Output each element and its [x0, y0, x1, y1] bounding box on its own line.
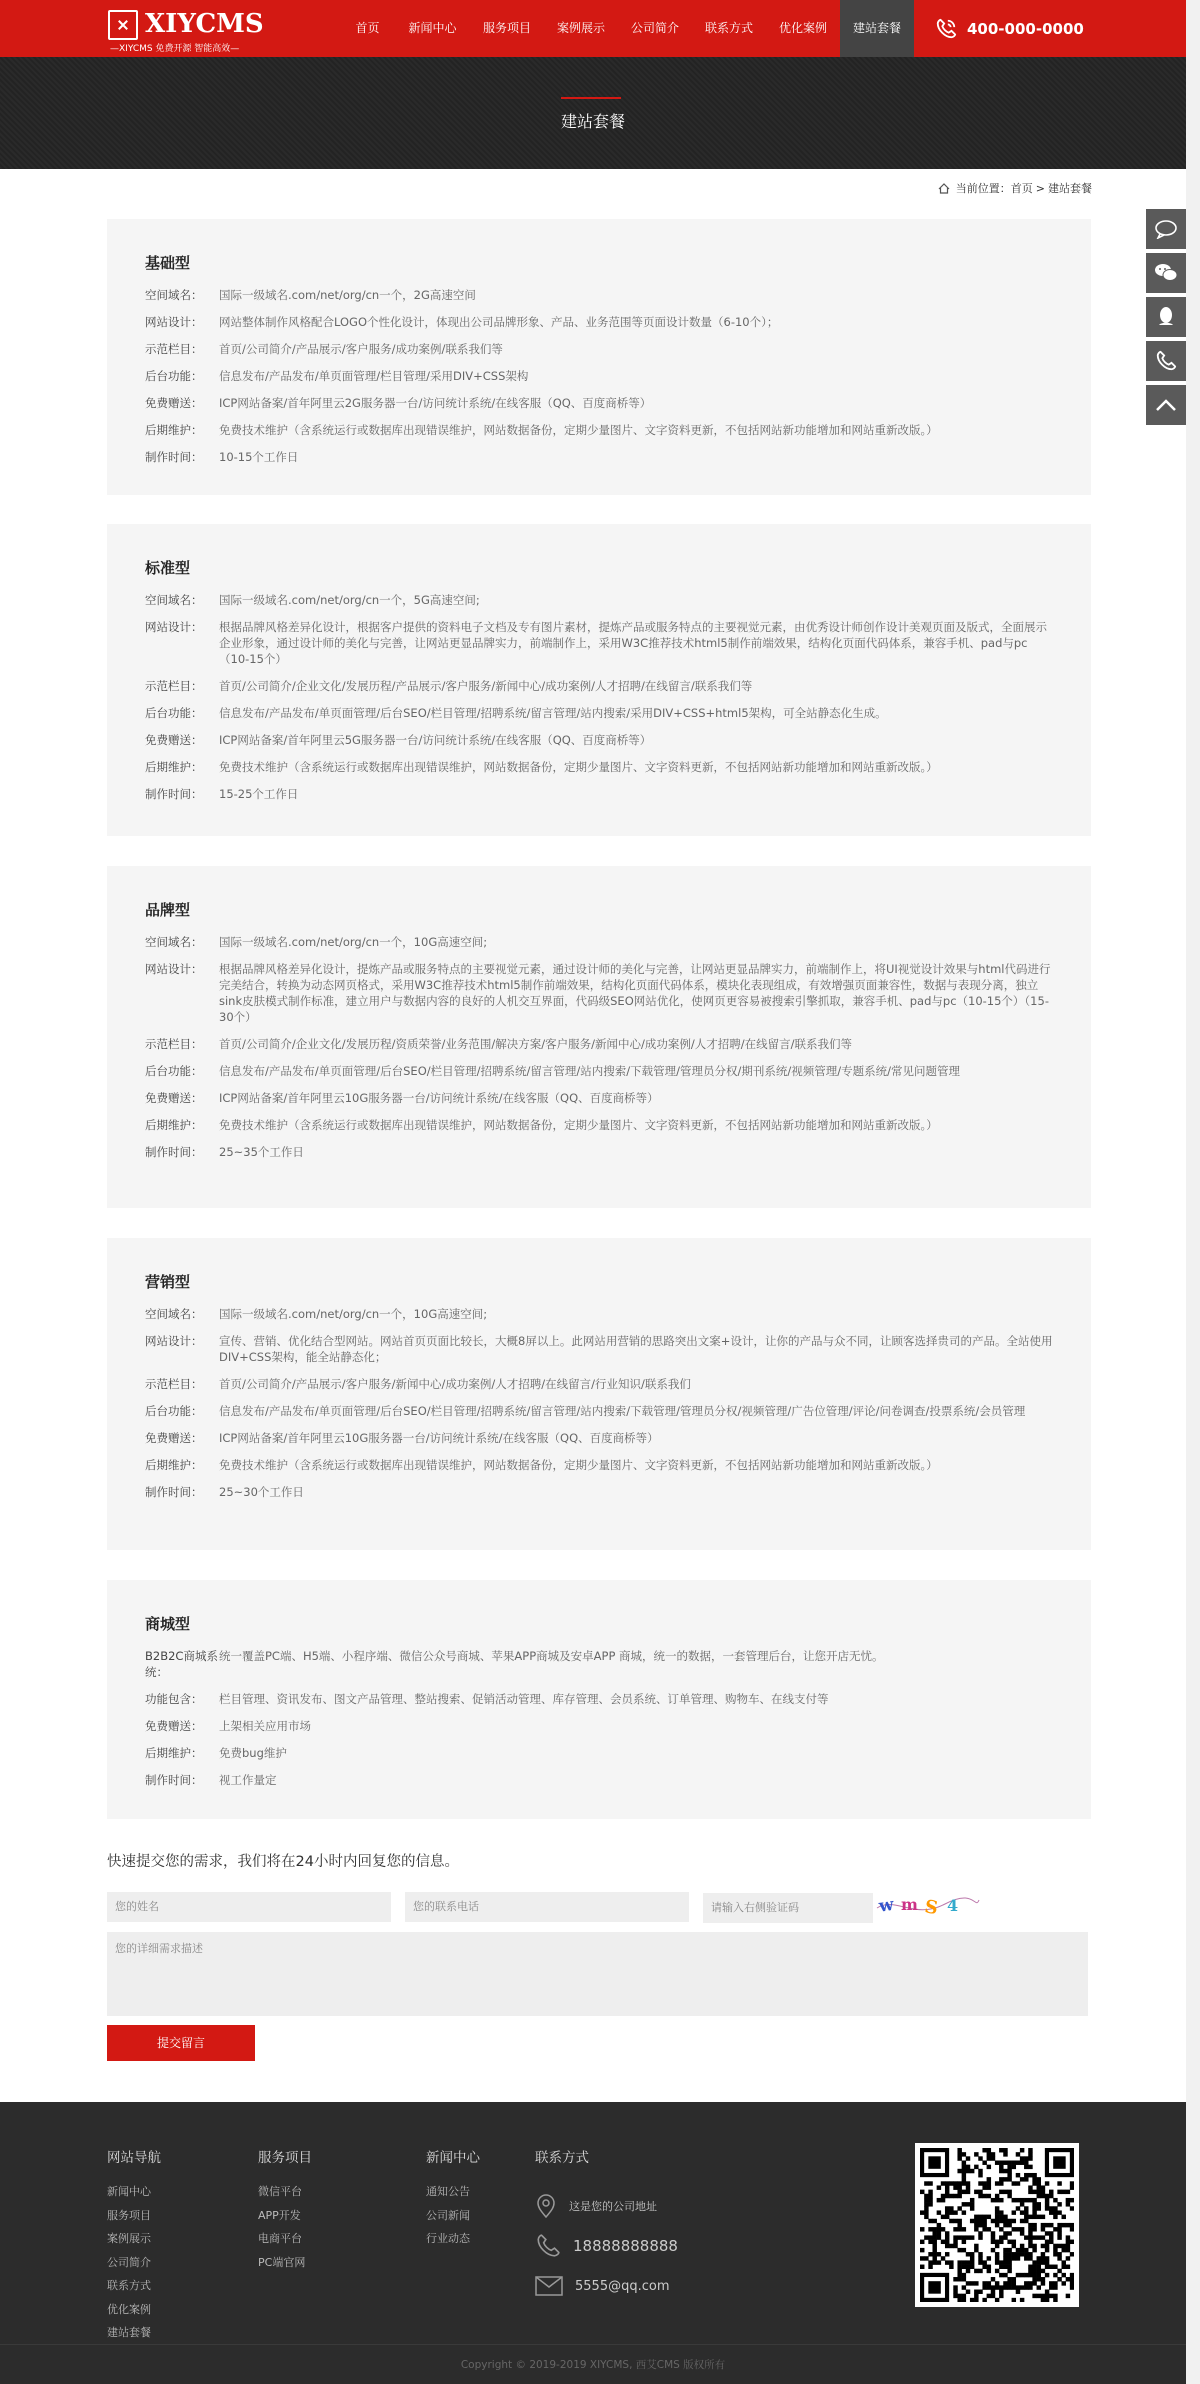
footer-col-title: 联系方式 — [535, 2150, 589, 2166]
phone-icon — [1155, 350, 1177, 372]
row-label: 网站设计： — [145, 315, 203, 329]
contact-phone-text: 18888888888 — [573, 2237, 678, 2255]
row-label: 制作时间： — [145, 450, 203, 464]
svg-text:w: w — [877, 1894, 895, 1917]
contact-address-text: 这是您的公司地址 — [569, 2200, 657, 2213]
package-row — [145, 1457, 1053, 1473]
package-row — [145, 786, 1053, 802]
row-label: 示范栏目： — [145, 679, 203, 693]
package-row — [145, 1745, 1053, 1761]
form-title: 快速提交您的需求，我们将在24小时内回复您的信息。 — [107, 1854, 459, 1870]
nav-item-about[interactable]: 公司简介 — [630, 21, 679, 35]
row-value: 栏目管理、资讯发布、图文产品管理、整站搜索、促销活动管理、库存管理、会员系统、订单管理、购物车、在线支付等 — [219, 1692, 829, 1706]
footer-link[interactable]: 通知公告 — [426, 2185, 470, 2198]
row-value: 免费技术维护（含系统运行或数据库出现错误维护，网站数据备份，定期少量图片、文字资料更新，不包括网站新功能增加和网站重新改版。） — [219, 1458, 938, 1472]
row-value: 根据品牌风格差异化设计，提炼产品或服务特点的主要视觉元素，通过设计师的美化与完善，让网站更显品牌实力，前端制作上，将UI视觉设计效果与html代码进行完美结合，转换为动态网页格式，采用W3C推荐技术html5制作前端效果，结构化页面代码体系，模块化表现组成，有效增强页面兼容性，数据与表现分离，独立sink皮肤模式制作标准，建立用户与数据内容的良好的人机交互界面，代码级SEO网站优化，使网页更容易被搜索引擎抓取，兼容手机、pad与pc（10-15个）（15-30个） — [219, 962, 1051, 1024]
package-card-mall — [107, 1580, 1091, 1819]
package-row — [145, 368, 1053, 384]
phone-number: 400-000-0000 — [967, 19, 1084, 38]
qq-icon — [1156, 305, 1176, 329]
footer-link[interactable]: 公司简介 — [107, 2255, 151, 2269]
qr-code — [915, 2143, 1079, 2307]
row-label: 免费赠送： — [145, 733, 203, 747]
package-row — [145, 1144, 1053, 1160]
phone-input[interactable]: 您的联系电话 — [405, 1892, 689, 1922]
row-value: 10-15个工作日 — [219, 450, 299, 464]
side-wechat-button[interactable] — [1146, 253, 1186, 293]
page-scrollbar[interactable] — [1186, 0, 1200, 2384]
row-label: 免费赠送： — [145, 1719, 203, 1733]
side-phone-button[interactable] — [1146, 341, 1186, 381]
nav-item-home[interactable]: 首页 — [355, 21, 380, 35]
row-label: 后期维护： — [145, 1118, 203, 1132]
side-qq-button[interactable] — [1146, 297, 1186, 337]
wechat-icon — [1153, 262, 1179, 284]
row-label: 网站设计： — [145, 1334, 203, 1348]
logo-mark-icon — [108, 10, 138, 40]
row-label: 后期维护： — [145, 1458, 203, 1472]
package-row — [145, 759, 1053, 775]
row-value: 国际一级域名.com/net/org/cn一个，5G高速空间; — [219, 593, 480, 607]
row-label: 示范栏目： — [145, 1037, 203, 1051]
package-row — [145, 961, 1053, 1025]
row-value: 网站整体制作风格配合LOGO个性化设计，体现出公司品牌形象、产品、业务范围等页面设计数量（6-10个）； — [219, 315, 779, 329]
package-row — [145, 1718, 1053, 1734]
row-value: 首页/公司简介/产品展示/客户服务/新闻中心/成功案例/人才招聘/在线留言/行业知识/联系我们 — [219, 1377, 691, 1391]
row-value: 免费技术维护（含系统运行或数据库出现错误维护，网站数据备份，定期少量图片、文字资料更新，不包括网站新功能增加和网站重新改版。） — [219, 1118, 938, 1132]
row-label: 制作时间： — [145, 1773, 203, 1787]
contact-email-text: 5555@qq.com — [575, 2278, 670, 2294]
footer-link[interactable]: 优化案例 — [107, 2302, 151, 2316]
nav-item-contact[interactable]: 联系方式 — [704, 21, 753, 35]
svg-text:S: S — [922, 1896, 940, 1920]
row-label: 空间域名： — [145, 1307, 203, 1321]
row-value: 首页/公司简介/企业文化/发展历程/产品展示/客户服务/新闻中心/成功案例/人才招聘/在线留言/联系我们等 — [219, 679, 753, 693]
footer-col-title: 新闻中心 — [426, 2150, 480, 2166]
row-value: 宣传、营销、优化结合型网站。网站首页页面比较长，大概8屏以上。此网站用营销的思路突出文案+设计，让你的产品与众不同，让顾客选择贵司的产品。全站使用DIV+CSS架构，能全站静态化； — [219, 1334, 1053, 1364]
nav-item-seo-cases[interactable]: 优化案例 — [778, 21, 827, 35]
package-title: 基础型 — [145, 254, 191, 272]
nav-item-cases[interactable]: 案例展示 — [556, 21, 605, 35]
logo-slogan: —XIYCMS 免费开源 智能高效— — [110, 44, 240, 54]
site-header — [0, 0, 1186, 57]
row-label: 制作时间： — [145, 1485, 203, 1499]
breadcrumb-home[interactable]: 首页 — [1010, 182, 1033, 195]
package-row — [145, 395, 1053, 411]
row-value: 国际一级域名.com/net/org/cn一个，10G高速空间; — [219, 1307, 488, 1321]
footer-link[interactable]: 新闻中心 — [107, 2185, 151, 2198]
row-label: 免费赠送： — [145, 1431, 203, 1445]
side-chat-button[interactable] — [1146, 209, 1186, 249]
footer-contact — [535, 2146, 678, 2306]
row-value: 信息发布/产品发布/单页面管理/后台SEO/栏目管理/招聘系统/留言管理/站内搜索/下载管理/管理员分权/视频管理/广告位管理/评论/问卷调查/投票系统/会员管理 — [219, 1404, 1026, 1418]
breadcrumb-current: 建站套餐 — [1048, 182, 1092, 195]
package-row — [145, 1403, 1053, 1419]
location-icon — [535, 2193, 557, 2219]
site-logo[interactable] — [108, 8, 278, 52]
row-value: 首页/公司简介/企业文化/发展历程/资质荣誉/业务范围/解决方案/客户服务/新闻中心/成功案例/人才招聘/在线留言/联系我们等 — [219, 1037, 852, 1051]
row-label: 示范栏目： — [145, 342, 203, 356]
footer-link[interactable]: 案例展示 — [107, 2232, 151, 2245]
row-label: 网站设计： — [145, 620, 203, 634]
svg-text:4: 4 — [947, 1896, 959, 1915]
home-icon — [938, 183, 950, 194]
footer-col-news — [426, 2146, 480, 2251]
breadcrumb-separator: > — [1035, 181, 1045, 195]
mail-icon — [535, 2276, 563, 2296]
footer-link[interactable]: APP开发 — [258, 2208, 301, 2222]
footer-link[interactable]: 行业动态 — [426, 2232, 470, 2245]
package-card-standard — [107, 524, 1091, 836]
footer-link[interactable]: 建站套餐 — [107, 2326, 151, 2339]
row-label: 后台功能： — [145, 1064, 203, 1078]
row-value: 25~35个工作日 — [219, 1145, 304, 1159]
description-textarea[interactable]: 您的详细需求描述 — [107, 1932, 1088, 2016]
nav-item-packages[interactable]: 建站套餐 — [840, 0, 914, 57]
package-row — [145, 678, 1053, 694]
footer-col-nav — [107, 2146, 161, 2345]
row-label: 制作时间： — [145, 1145, 203, 1159]
row-label: 免费赠送： — [145, 1091, 203, 1105]
row-value: 上架相关应用市场 — [219, 1719, 311, 1733]
header-phone — [935, 0, 1084, 57]
package-title: 品牌型 — [145, 901, 191, 919]
chevron-up-icon — [1155, 398, 1177, 412]
package-row — [145, 1376, 1053, 1392]
row-value: 根据品牌风格差异化设计，根据客户提供的资料电子文档及专有图片素材，提炼产品或服务特点的主要视觉元素，由优秀设计师创作设计美观页面及版式，全面展示企业形象，通过设计师的美化与完善，让网站更显品牌实力，前端制作上，采用W3C推荐技术html5制作前端效果，结构化页面代码体系，兼容手机、pad与pc（10-15个） — [219, 620, 1047, 666]
package-row — [145, 1036, 1053, 1052]
package-title: 标准型 — [145, 559, 191, 577]
row-label: 网站设计： — [145, 962, 203, 976]
captcha-image[interactable] — [875, 1886, 981, 1922]
row-label: B2B2C商城系统： — [145, 1649, 218, 1679]
page-banner — [0, 57, 1186, 169]
row-value: 免费技术维护（含系统运行或数据库出现错误维护，网站数据备份，定期少量图片、文字资料更新，不包括网站新功能增加和网站重新改版。） — [219, 760, 938, 774]
row-value: ICP网站备案/首年阿里云10G服务器一台/访问统计系统/在线客服（QQ、百度商桥等） — [219, 1431, 659, 1445]
row-value: 视工作量定 — [219, 1773, 277, 1787]
contact-email — [535, 2266, 678, 2306]
row-value: 国际一级域名.com/net/org/cn一个，2G高速空间 — [219, 288, 476, 302]
row-value: 首页/公司简介/产品展示/客户服务/成功案例/联系我们等 — [219, 342, 503, 356]
package-row — [145, 1430, 1053, 1446]
footer-link[interactable]: PC端官网 — [258, 2255, 306, 2269]
package-row — [145, 449, 1053, 465]
svg-text:m: m — [901, 1895, 918, 1914]
submit-button[interactable]: 提交留言 — [107, 2025, 255, 2061]
phone-icon — [535, 2233, 561, 2259]
row-value: 国际一级域名.com/net/org/cn一个，10G高速空间; — [219, 935, 488, 949]
footer-link[interactable]: 服务项目 — [107, 2208, 151, 2222]
footer-col-title: 服务项目 — [258, 2150, 312, 2166]
package-title: 商城型 — [145, 1615, 191, 1633]
footer-link[interactable]: 联系方式 — [107, 2279, 151, 2292]
row-label: 后期维护： — [145, 1746, 203, 1760]
page-title: 建站套餐 — [560, 112, 625, 131]
row-value: 免费bug维护 — [219, 1746, 287, 1760]
footer-col-title: 网站导航 — [107, 2150, 161, 2166]
row-label: 后期维护： — [145, 760, 203, 774]
side-float-bar — [1146, 209, 1186, 429]
breadcrumb — [938, 180, 1092, 196]
package-row — [145, 1772, 1053, 1788]
row-value: 信息发布/产品发布/单页面管理/后台SEO/栏目管理/招聘系统/留言管理/站内搜索/采用DIV+CSS+html5架构，可全站静态化生成。 — [219, 706, 887, 720]
row-label: 后台功能： — [145, 369, 203, 383]
package-row — [145, 1691, 1053, 1707]
row-label: 空间域名： — [145, 935, 203, 949]
back-to-top-button[interactable] — [1146, 385, 1186, 425]
row-label: 空间域名： — [145, 593, 203, 607]
row-label: 空间域名： — [145, 288, 203, 302]
footer-col-services — [258, 2146, 312, 2274]
package-row — [145, 592, 1053, 608]
package-row — [145, 619, 1053, 667]
captcha-input[interactable]: 请输入右侧验证码 — [703, 1893, 873, 1923]
name-input[interactable]: 您的姓名 — [107, 1892, 391, 1922]
row-value: 15-25个工作日 — [219, 787, 299, 801]
package-row — [145, 314, 1053, 330]
row-label: 示范栏目： — [145, 1377, 203, 1391]
row-label: 后期维护： — [145, 423, 203, 437]
row-label: 后台功能： — [145, 1404, 203, 1418]
row-value: 信息发布/产品发布/单页面管理/栏目管理/采用DIV+CSS架构 — [219, 369, 529, 383]
contact-address — [535, 2186, 678, 2226]
package-card-marketing — [107, 1238, 1091, 1550]
package-row — [145, 341, 1053, 357]
package-card-basic — [107, 219, 1091, 495]
phone-icon — [935, 18, 957, 40]
package-row — [145, 1063, 1053, 1079]
package-card-brand — [107, 866, 1091, 1208]
row-value: ICP网站备案/首年阿里云10G服务器一台/访问统计系统/在线客服（QQ、百度商桥等） — [219, 1091, 659, 1105]
contact-phone — [535, 2226, 678, 2266]
row-label: 制作时间： — [145, 787, 203, 801]
row-value: 信息发布/产品发布/单页面管理/后台SEO/栏目管理/招聘系统/留言管理/站内搜索/下载管理/管理员分权/期刊系统/视频管理/专题系统/常见问题管理 — [219, 1064, 960, 1078]
package-row — [145, 1648, 1053, 1680]
package-row — [145, 705, 1053, 721]
row-label: 免费赠送： — [145, 396, 203, 410]
row-label: 功能包含： — [145, 1692, 203, 1706]
package-row — [145, 1333, 1053, 1365]
row-value: 25~30个工作日 — [219, 1485, 304, 1499]
chat-bubble-icon — [1154, 219, 1178, 239]
row-label: 后台功能： — [145, 706, 203, 720]
footer-link[interactable]: 电商平台 — [258, 2232, 302, 2245]
row-value: ICP网站备案/首年阿里云5G服务器一台/访问统计系统/在线客服（QQ、百度商桥等） — [219, 733, 652, 747]
row-value: 免费技术维护（含系统运行或数据库出现错误维护，网站数据备份，定期少量图片、文字资料更新，不包括网站新功能增加和网站重新改版。） — [219, 423, 938, 437]
main-nav — [340, 0, 914, 57]
package-row — [145, 1117, 1053, 1133]
package-row — [145, 1484, 1053, 1500]
footer-link[interactable]: 公司新闻 — [426, 2208, 470, 2222]
package-row — [145, 422, 1053, 438]
logo-name: XIYCMS — [145, 9, 264, 39]
package-row — [145, 287, 1053, 303]
package-row — [145, 1090, 1053, 1106]
footer-link[interactable]: 微信平台 — [258, 2185, 302, 2198]
row-value: ICP网站备案/首年阿里云2G服务器一台/访问统计系统/在线客服（QQ、百度商桥等） — [219, 396, 652, 410]
banner-divider — [561, 97, 621, 99]
package-row — [145, 1306, 1053, 1322]
copyright: Copyright © 2019-2019 XIYCMS, 西艾CMS 版权所有 — [0, 2344, 1186, 2384]
nav-item-news[interactable]: 新闻中心 — [408, 21, 457, 35]
breadcrumb-prefix: 当前位置： — [955, 182, 1011, 195]
package-row — [145, 934, 1053, 950]
package-title: 营销型 — [145, 1273, 191, 1291]
package-row — [145, 732, 1053, 748]
nav-item-services[interactable]: 服务项目 — [482, 21, 531, 35]
row-value: 统一覆盖PC端、H5端、小程序端、微信公众号商城、苹果APP商城及安卓APP 商城，统一的数据，一套管理后台，让您开店无忧。 — [219, 1649, 884, 1663]
